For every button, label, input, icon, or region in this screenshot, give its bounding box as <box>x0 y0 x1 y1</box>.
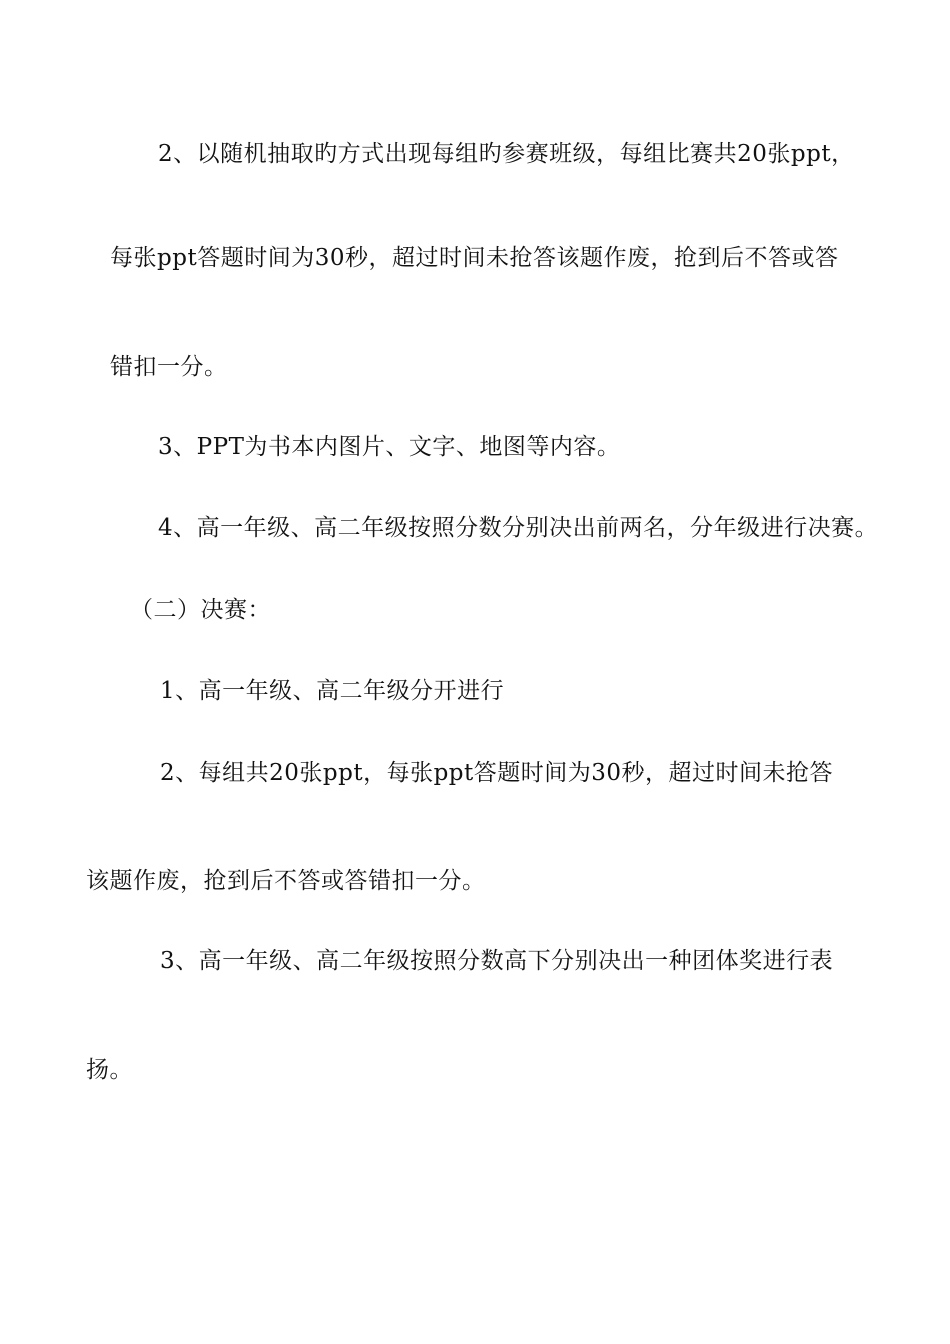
rule-item-2-line-2: 每张ppt答题时间为30秒，超过时间未抢答该题作废，抢到后不答或答 <box>110 245 839 271</box>
rule-item-4: 4、高一年级、高二年级按照分数分别决出前两名，分年级进行决赛。 <box>158 515 879 541</box>
rule-item-3: 3、PPT为书本内图片、文字、地图等内容。 <box>158 434 621 460</box>
rule-item-2-line-1: 2、以随机抽取旳方式出现每组旳参赛班级，每组比赛共20张ppt， <box>158 141 855 167</box>
rule-item-2-line-3: 错扣一分。 <box>110 354 228 380</box>
final-item-1: 1、高一年级、高二年级分开进行 <box>160 678 505 704</box>
final-item-3-line-2: 扬。 <box>86 1057 133 1083</box>
final-item-2-line-2: 该题作废，抢到后不答或答错扣一分。 <box>86 868 486 894</box>
section-heading-final: （二）决赛： <box>130 597 271 623</box>
final-item-3-line-1: 3、高一年级、高二年级按照分数高下分别决出一种团体奖进行表 <box>160 948 834 974</box>
final-item-2-line-1: 2、每组共20张ppt，每张ppt答题时间为30秒，超过时间未抢答 <box>160 760 834 786</box>
